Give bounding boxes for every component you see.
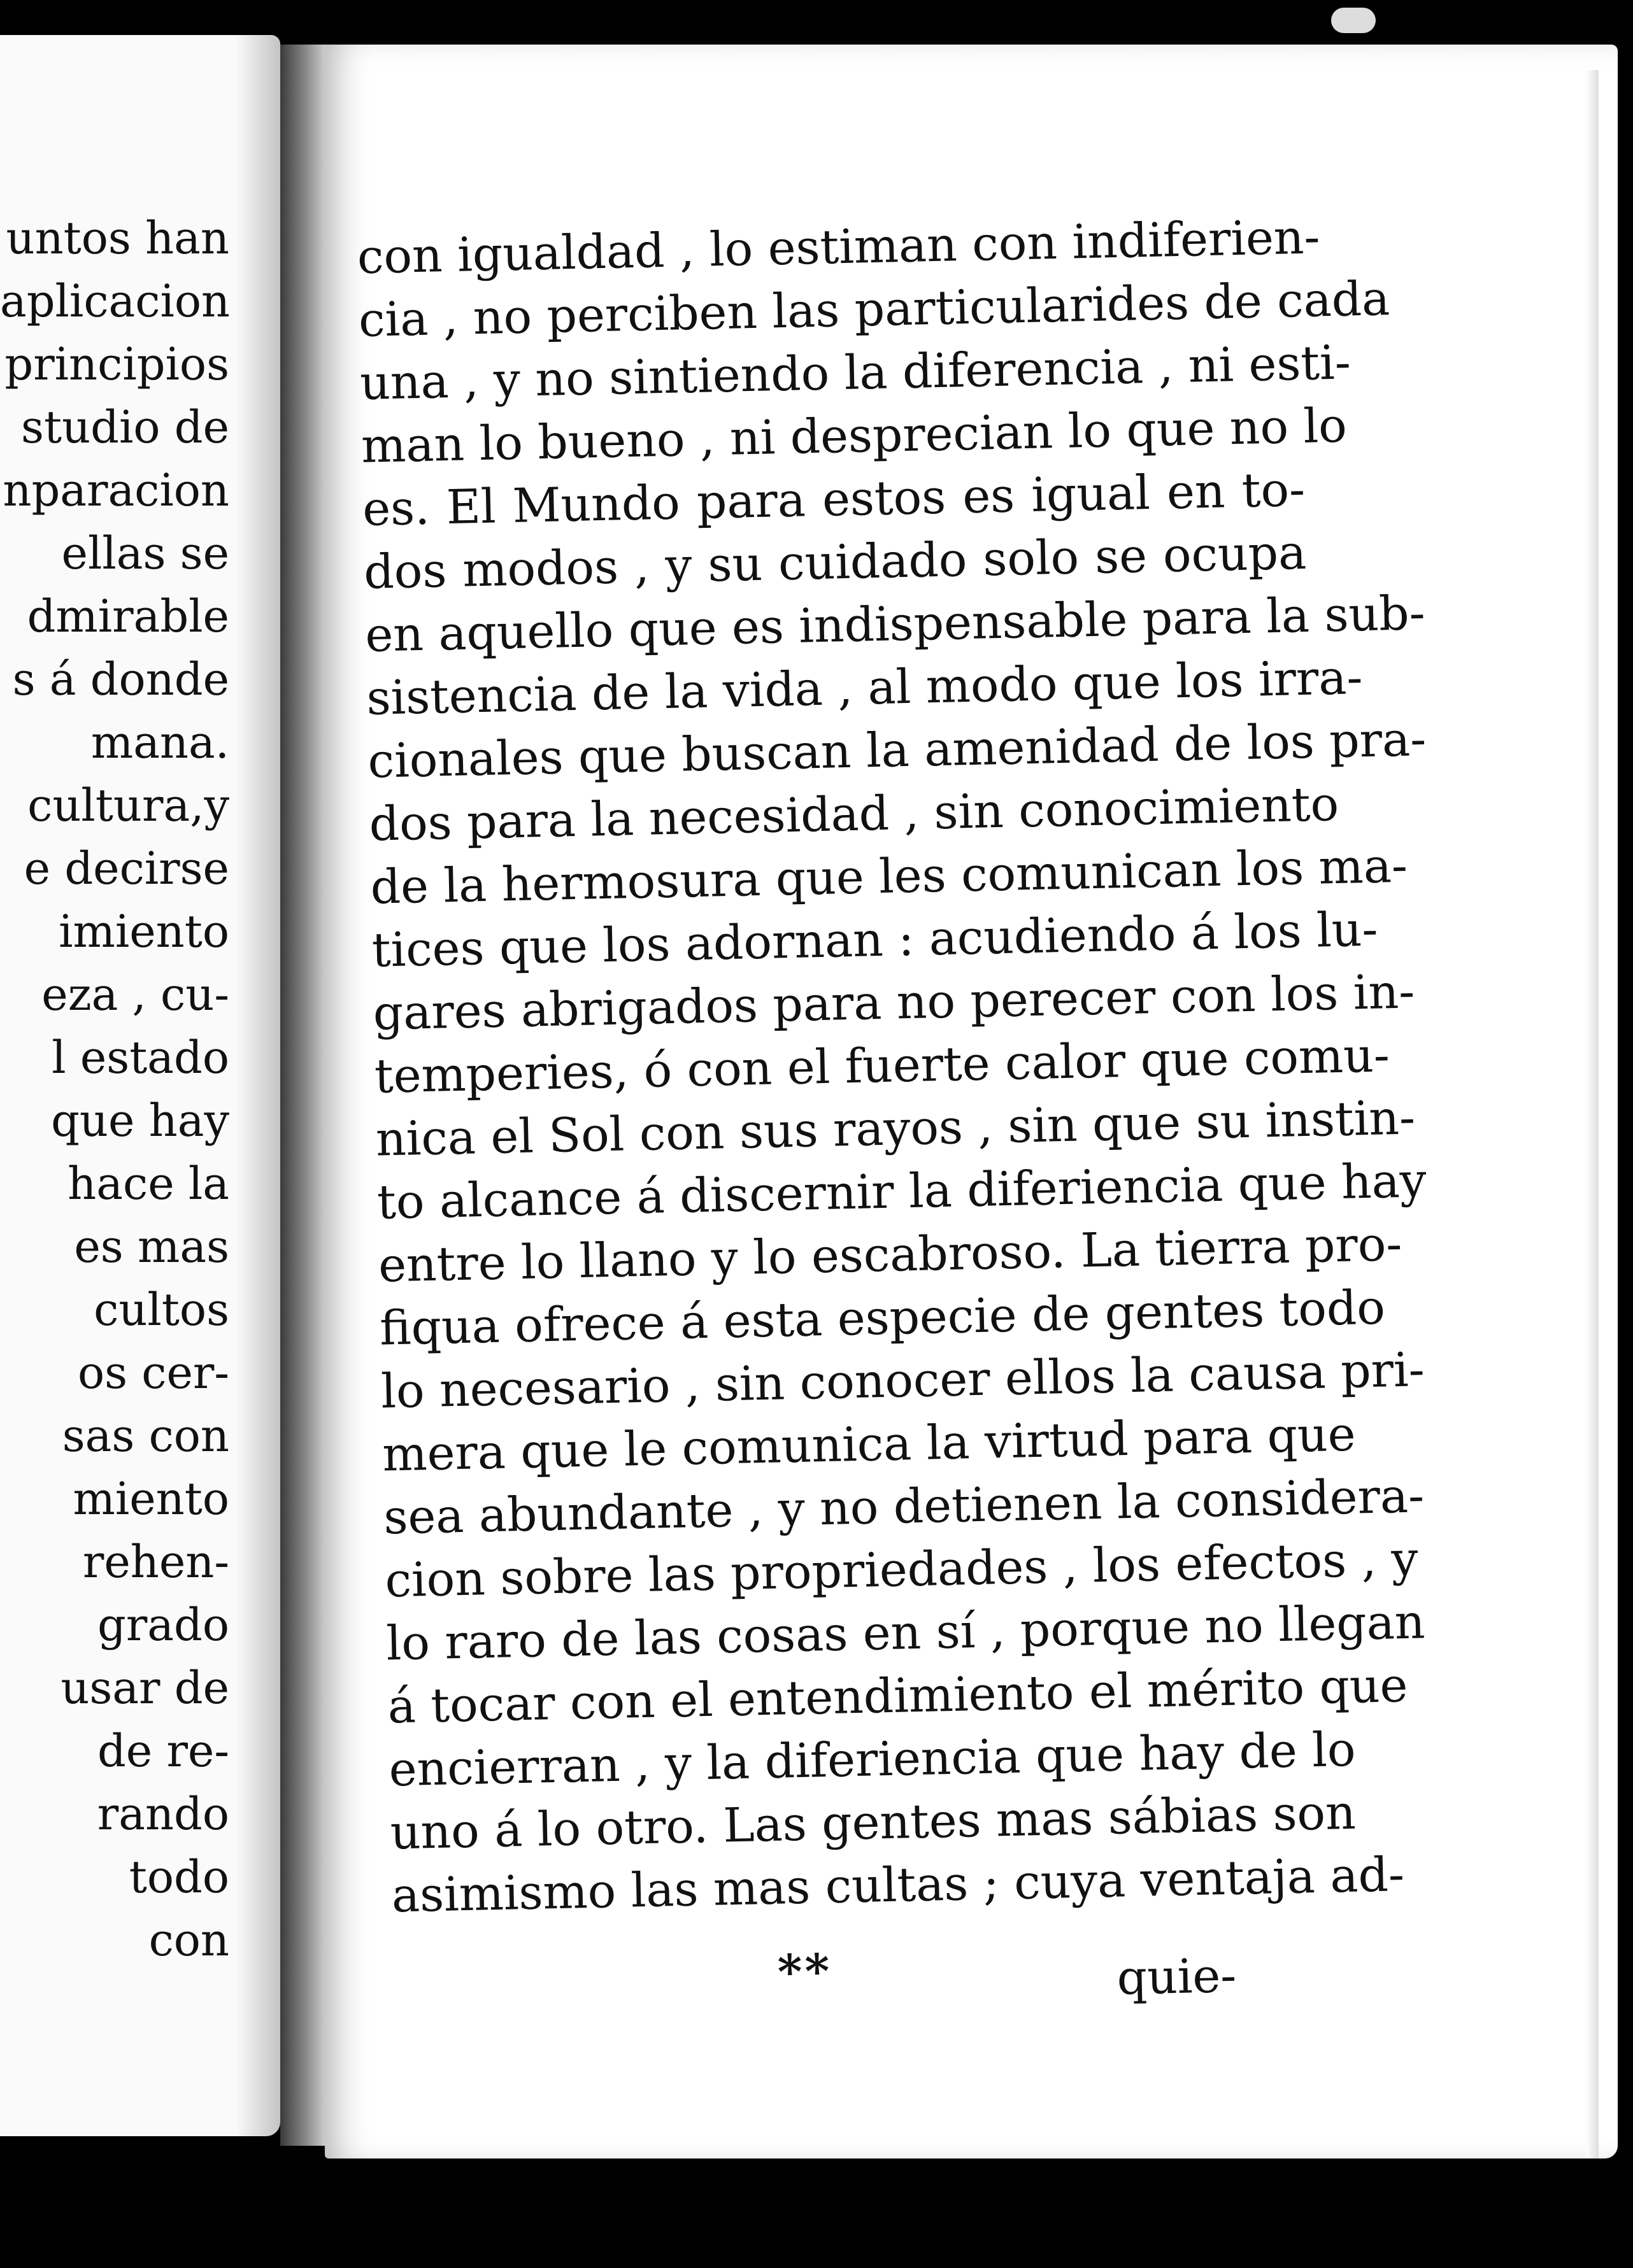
left-text-line: grado bbox=[97, 1599, 229, 1651]
left-text-line: todo bbox=[129, 1851, 229, 1903]
text-line: cionales que buscan la amenidad de los pra- bbox=[367, 712, 1427, 789]
left-text-line: nparacion bbox=[3, 464, 229, 516]
left-text-line: principios bbox=[4, 338, 229, 390]
text-line: uno á lo otro. Las gentes mas sábias son bbox=[389, 1785, 1357, 1860]
left-text-line: dmirable bbox=[27, 590, 229, 642]
left-text-line: sas con bbox=[62, 1410, 229, 1462]
left-text-line: untos han bbox=[6, 212, 229, 264]
catchword: quie- bbox=[1116, 1948, 1237, 2006]
page-footer bbox=[777, 1936, 1237, 2015]
left-text-line: rehen- bbox=[82, 1536, 229, 1588]
left-text-line: aplicacion bbox=[0, 275, 231, 327]
left-text-line: que hay bbox=[51, 1095, 229, 1147]
text-line: una , y no sintiendo la diferencia , ni esti- bbox=[359, 335, 1351, 411]
text-line: dos para la necesidad , sin conocimiento bbox=[368, 776, 1339, 852]
left-page bbox=[0, 35, 280, 2136]
left-text-line: hace la bbox=[68, 1158, 229, 1210]
left-text-line: e decirse bbox=[24, 842, 229, 895]
text-line: mera que le comunica la virtud para que bbox=[382, 1407, 1357, 1482]
left-text-line: de re- bbox=[97, 1725, 229, 1777]
text-line: temperies, ó con el fuerte calor que comu- bbox=[374, 1028, 1390, 1104]
left-text-line: rando bbox=[97, 1788, 229, 1840]
main-text-block bbox=[357, 206, 1427, 1927]
left-text-line: l estado bbox=[52, 1031, 229, 1084]
text-line: gares abrigados para no perecer con los in- bbox=[373, 964, 1415, 1041]
text-line: dos modos , y su cuidado solo se ocupa bbox=[363, 525, 1307, 600]
text-line: fiqua ofrece á esta especie de gentes todo bbox=[379, 1280, 1386, 1356]
text-line: man lo bueno , ni desprecian lo que no lo bbox=[360, 398, 1348, 474]
text-line: á tocar con el entendimiento el mérito que bbox=[387, 1657, 1409, 1734]
left-text-line: cultura,y bbox=[27, 779, 229, 832]
text-line: cia , no perciben las particularides de cada bbox=[358, 271, 1391, 348]
text-line: encierran , y la diferiencia que hay de lo bbox=[388, 1722, 1357, 1797]
text-line: lo raro de las cosas en sí , porque no llegan bbox=[385, 1594, 1426, 1671]
left-text-line: studio de bbox=[21, 401, 229, 453]
page-edge bbox=[1586, 70, 1599, 2158]
text-line: sea abundante , y no detienen la considera- bbox=[383, 1468, 1425, 1545]
text-line: cion sobre las propriedades , los efectos , y bbox=[384, 1531, 1419, 1608]
left-text-line: os cer- bbox=[77, 1347, 229, 1399]
text-line: en aquello que es indispensable para la sub- bbox=[364, 586, 1426, 663]
text-line: sistencia de la vida , al modo que los irra- bbox=[366, 650, 1364, 726]
text-line: tices que los adornan : acudiendo á los lu- bbox=[371, 902, 1379, 978]
left-text-line: mana. bbox=[90, 716, 229, 769]
left-text-line: con bbox=[148, 1914, 229, 1966]
left-page-text bbox=[0, 207, 229, 1972]
text-line: to alcance á discernir la diferiencia que hay bbox=[376, 1153, 1427, 1230]
left-text-line: s á donde bbox=[12, 653, 229, 705]
left-text-line: usar de bbox=[61, 1662, 229, 1714]
scan-corner-mark bbox=[1331, 8, 1376, 33]
text-line: asimismo las mas cultas ; cuya ventaja ad- bbox=[391, 1847, 1405, 1924]
left-text-line: es mas bbox=[74, 1221, 229, 1273]
left-text-line: cultos bbox=[94, 1284, 229, 1336]
text-line: es. El Mundo para estos es igual en to- bbox=[362, 462, 1306, 537]
left-text-line: eza , cu- bbox=[41, 968, 229, 1021]
left-text-line: miento bbox=[73, 1473, 229, 1525]
left-text-line: imiento bbox=[59, 905, 229, 958]
text-line: entre lo llano y lo escabroso. La tierra pro- bbox=[378, 1216, 1403, 1293]
text-line: con igualdad , lo estiman con indiferien- bbox=[357, 209, 1321, 285]
signature-mark: ** bbox=[777, 1944, 833, 2000]
text-line: nica el Sol con sus rayos , sin que su instin- bbox=[375, 1090, 1416, 1167]
scan-clip-mark bbox=[1605, 1780, 1614, 1805]
left-text-line: ellas se bbox=[61, 527, 229, 579]
text-line: lo necesario , sin conocer ellos la causa pri- bbox=[380, 1342, 1425, 1419]
text-line: de la hermosura que les comunican los ma- bbox=[369, 838, 1408, 915]
